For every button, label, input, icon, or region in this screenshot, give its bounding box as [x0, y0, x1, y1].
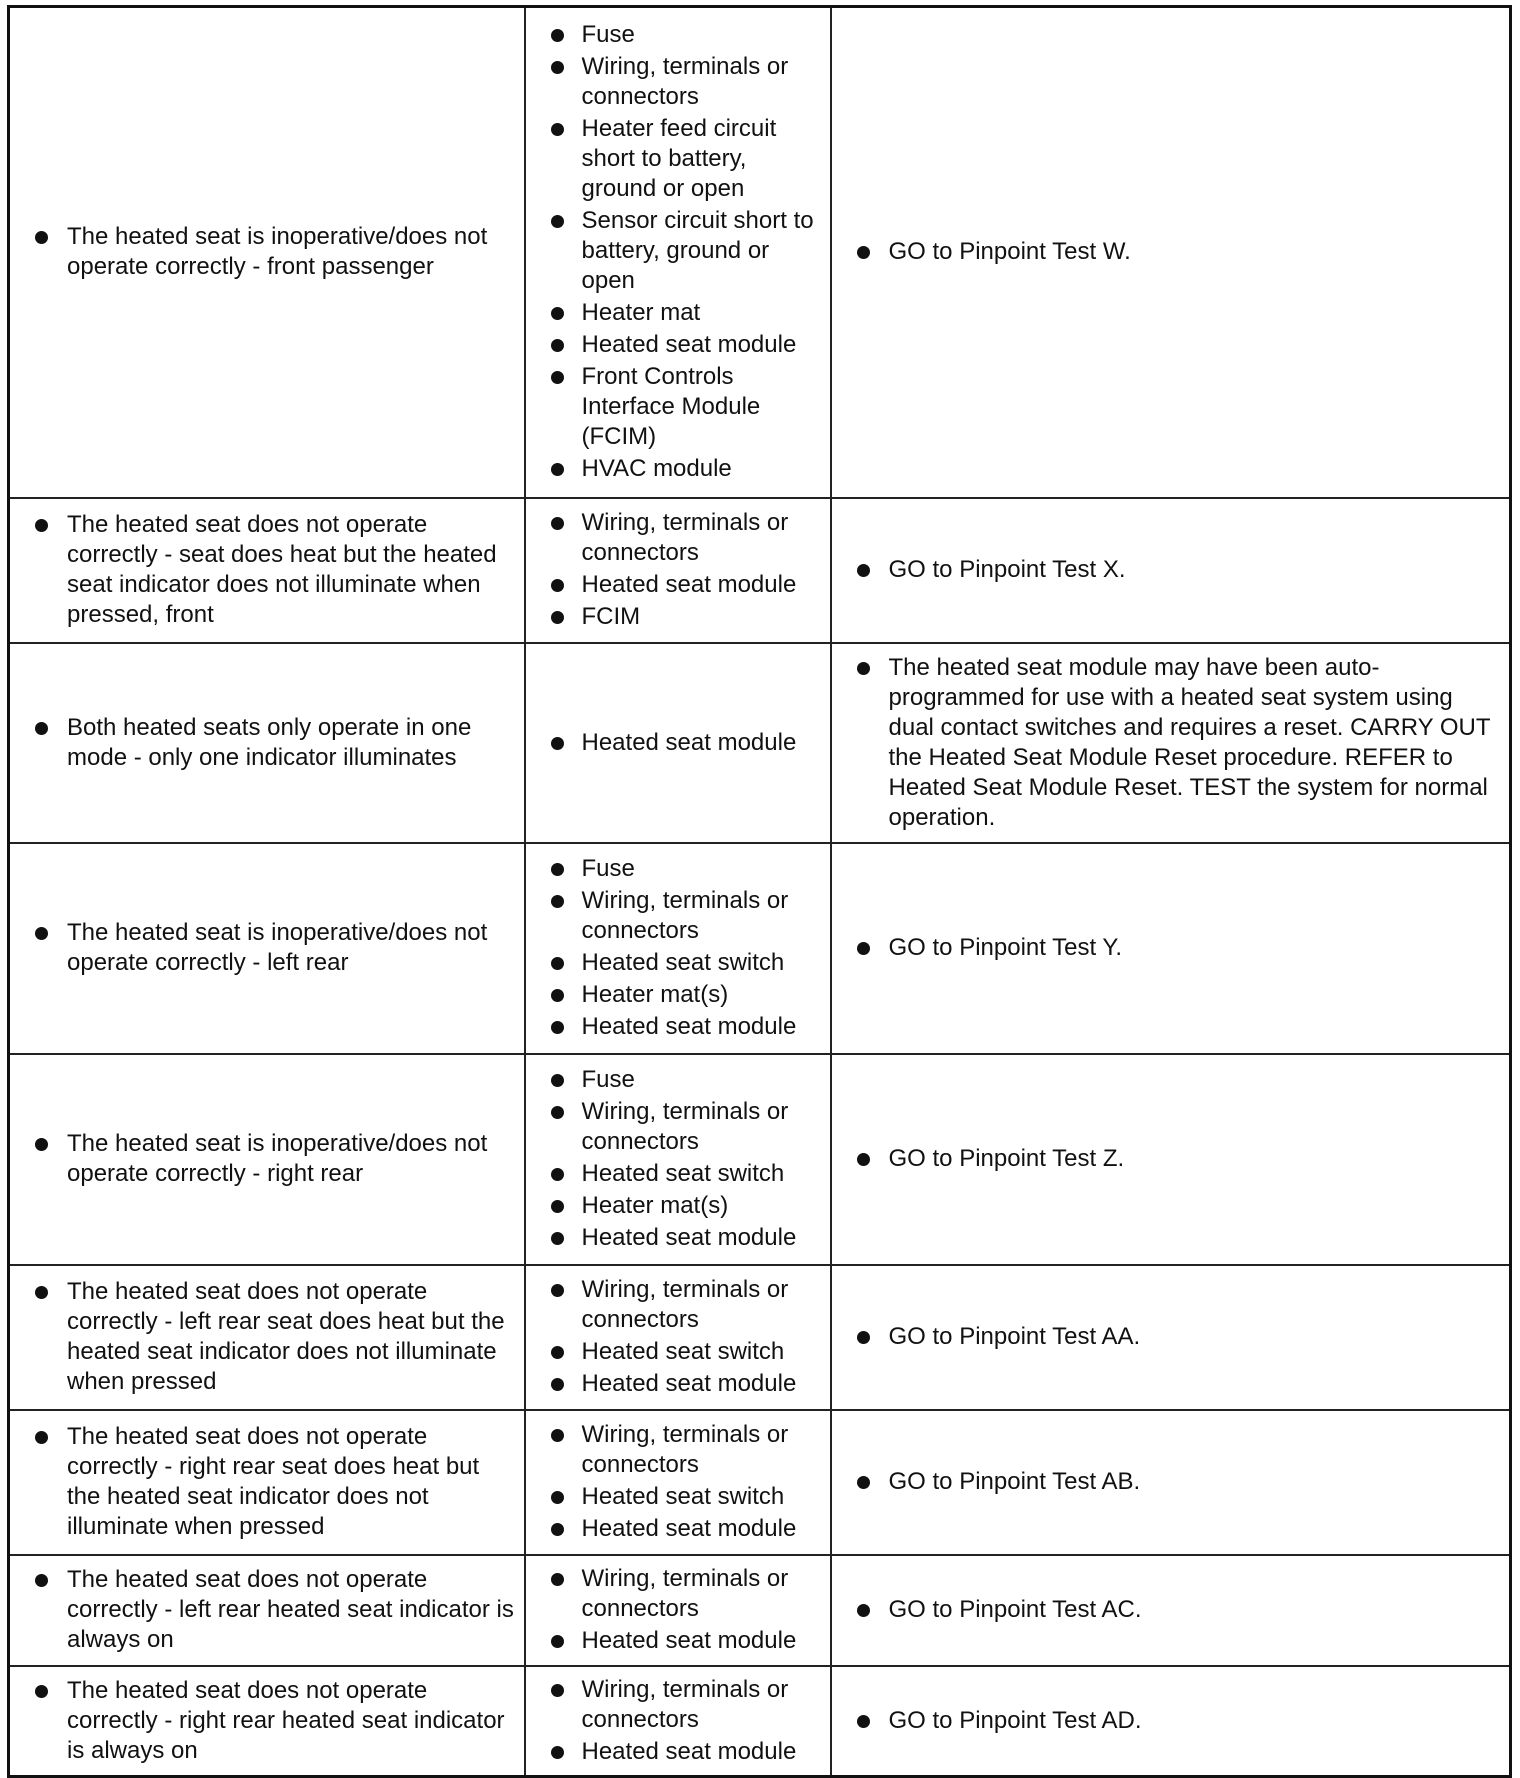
possible-source-item: Heater mat(s) — [526, 1191, 822, 1221]
symptom-cell — [9, 498, 525, 643]
action-text: GO to Pinpoint Test X. — [832, 555, 1502, 585]
possible-source-item: Heated seat module — [526, 1369, 822, 1399]
table-row — [9, 498, 1511, 643]
symptom-text: The heated seat is inoperative/does not operate correctly - front passenger — [10, 222, 516, 282]
possible-source-item: Heater mat — [526, 298, 822, 328]
symptom-chart — [7, 5, 1509, 1778]
symptom-text: Both heated seats only operate in one mode - only one indicator illuminates — [10, 713, 516, 773]
table-row — [9, 843, 1511, 1054]
possible-source-item: Heated seat module — [526, 1626, 822, 1656]
action-cell — [831, 643, 1511, 843]
table-row — [9, 643, 1511, 843]
possible-source-item: Sensor circuit short to battery, ground or open — [526, 206, 822, 296]
possible-source-item: Heated seat switch — [526, 1482, 822, 1512]
symptom-cell — [9, 1054, 525, 1265]
action-cell — [831, 1666, 1511, 1777]
possible-source-item: Heated seat module — [526, 1012, 822, 1042]
possible-sources-cell — [525, 1410, 831, 1555]
possible-source-item: FCIM — [526, 602, 822, 632]
table-row — [9, 1666, 1511, 1777]
table-row — [9, 1555, 1511, 1666]
possible-sources-cell — [525, 843, 831, 1054]
possible-sources-cell — [525, 7, 831, 498]
possible-sources-cell — [525, 1054, 831, 1265]
possible-sources-cell — [525, 498, 831, 643]
possible-sources-cell — [525, 643, 831, 843]
possible-source-item: HVAC module — [526, 454, 822, 484]
action-text: GO to Pinpoint Test W. — [832, 237, 1502, 267]
possible-source-item: Wiring, terminals or connectors — [526, 1275, 822, 1335]
symptom-text: The heated seat is inoperative/does not operate correctly - right rear — [10, 1129, 516, 1189]
possible-source-item: Heated seat switch — [526, 948, 822, 978]
action-text: GO to Pinpoint Test Z. — [832, 1144, 1502, 1174]
table-row — [9, 1054, 1511, 1265]
possible-source-item: Heated seat switch — [526, 1159, 822, 1189]
action-text: The heated seat module may have been auto-programmed for use with a heated seat system using dual contact switches and requires a reset. CARRY OUT the Heated Seat Module Reset procedure. REFER to Heated Seat Module Reset. TEST the system for normal operation. — [832, 653, 1502, 833]
possible-source-item: Wiring, terminals or connectors — [526, 1097, 822, 1157]
table-row — [9, 1265, 1511, 1410]
possible-source-item: Heated seat module — [526, 330, 822, 360]
symptom-text: The heated seat does not operate correctly - seat does heat but the heated seat indicator does not illuminate when pressed, front — [10, 510, 516, 630]
table-row — [9, 1410, 1511, 1555]
possible-source-item: Wiring, terminals or connectors — [526, 886, 822, 946]
symptom-text: The heated seat does not operate correctly - right rear seat does heat but the heated seat indicator does not illuminate when pressed — [10, 1422, 516, 1542]
possible-source-item: Wiring, terminals or connectors — [526, 1675, 822, 1735]
symptom-cell — [9, 1666, 525, 1777]
possible-source-item: Heated seat module — [526, 728, 822, 758]
possible-sources-cell — [525, 1555, 831, 1666]
symptom-table — [7, 5, 1512, 1778]
action-text: GO to Pinpoint Test AD. — [832, 1706, 1502, 1736]
action-cell — [831, 1555, 1511, 1666]
possible-source-item: Front Controls Interface Module (FCIM) — [526, 362, 822, 452]
action-text: GO to Pinpoint Test AB. — [832, 1467, 1502, 1497]
action-cell — [831, 498, 1511, 643]
possible-source-item: Heater mat(s) — [526, 980, 822, 1010]
possible-sources-cell — [525, 1265, 831, 1410]
symptom-table-body — [9, 7, 1511, 1777]
action-cell — [831, 1054, 1511, 1265]
action-cell — [831, 843, 1511, 1054]
possible-source-item: Heated seat module — [526, 570, 822, 600]
symptom-text: The heated seat is inoperative/does not operate correctly - left rear — [10, 918, 516, 978]
action-text: GO to Pinpoint Test Y. — [832, 933, 1502, 963]
action-text: GO to Pinpoint Test AA. — [832, 1322, 1502, 1352]
symptom-text: The heated seat does not operate correctly - left rear seat does heat but the heated seat indicator does not illuminate when pressed — [10, 1277, 516, 1397]
possible-source-item: Heated seat module — [526, 1223, 822, 1253]
possible-source-item: Heated seat switch — [526, 1337, 822, 1367]
possible-source-item: Heater feed circuit short to battery, ground or open — [526, 114, 822, 204]
possible-source-item: Fuse — [526, 854, 822, 884]
possible-source-item: Heated seat module — [526, 1514, 822, 1544]
possible-source-item: Wiring, terminals or connectors — [526, 1420, 822, 1480]
action-cell — [831, 7, 1511, 498]
table-row — [9, 7, 1511, 498]
possible-source-item: Wiring, terminals or connectors — [526, 52, 822, 112]
symptom-cell — [9, 1555, 525, 1666]
possible-source-item: Fuse — [526, 1065, 822, 1095]
possible-source-item: Wiring, terminals or connectors — [526, 508, 822, 568]
symptom-cell — [9, 843, 525, 1054]
symptom-cell — [9, 1410, 525, 1555]
symptom-text: The heated seat does not operate correctly - left rear heated seat indicator is always on — [10, 1565, 516, 1655]
symptom-cell — [9, 1265, 525, 1410]
symptom-cell — [9, 7, 525, 498]
possible-source-item: Wiring, terminals or connectors — [526, 1564, 822, 1624]
possible-source-item: Fuse — [526, 20, 822, 50]
action-text: GO to Pinpoint Test AC. — [832, 1595, 1502, 1625]
action-cell — [831, 1265, 1511, 1410]
symptom-text: The heated seat does not operate correctly - right rear heated seat indicator is always on — [10, 1676, 516, 1766]
symptom-cell — [9, 643, 525, 843]
possible-sources-cell — [525, 1666, 831, 1777]
action-cell — [831, 1410, 1511, 1555]
possible-source-item: Heated seat module — [526, 1737, 822, 1767]
